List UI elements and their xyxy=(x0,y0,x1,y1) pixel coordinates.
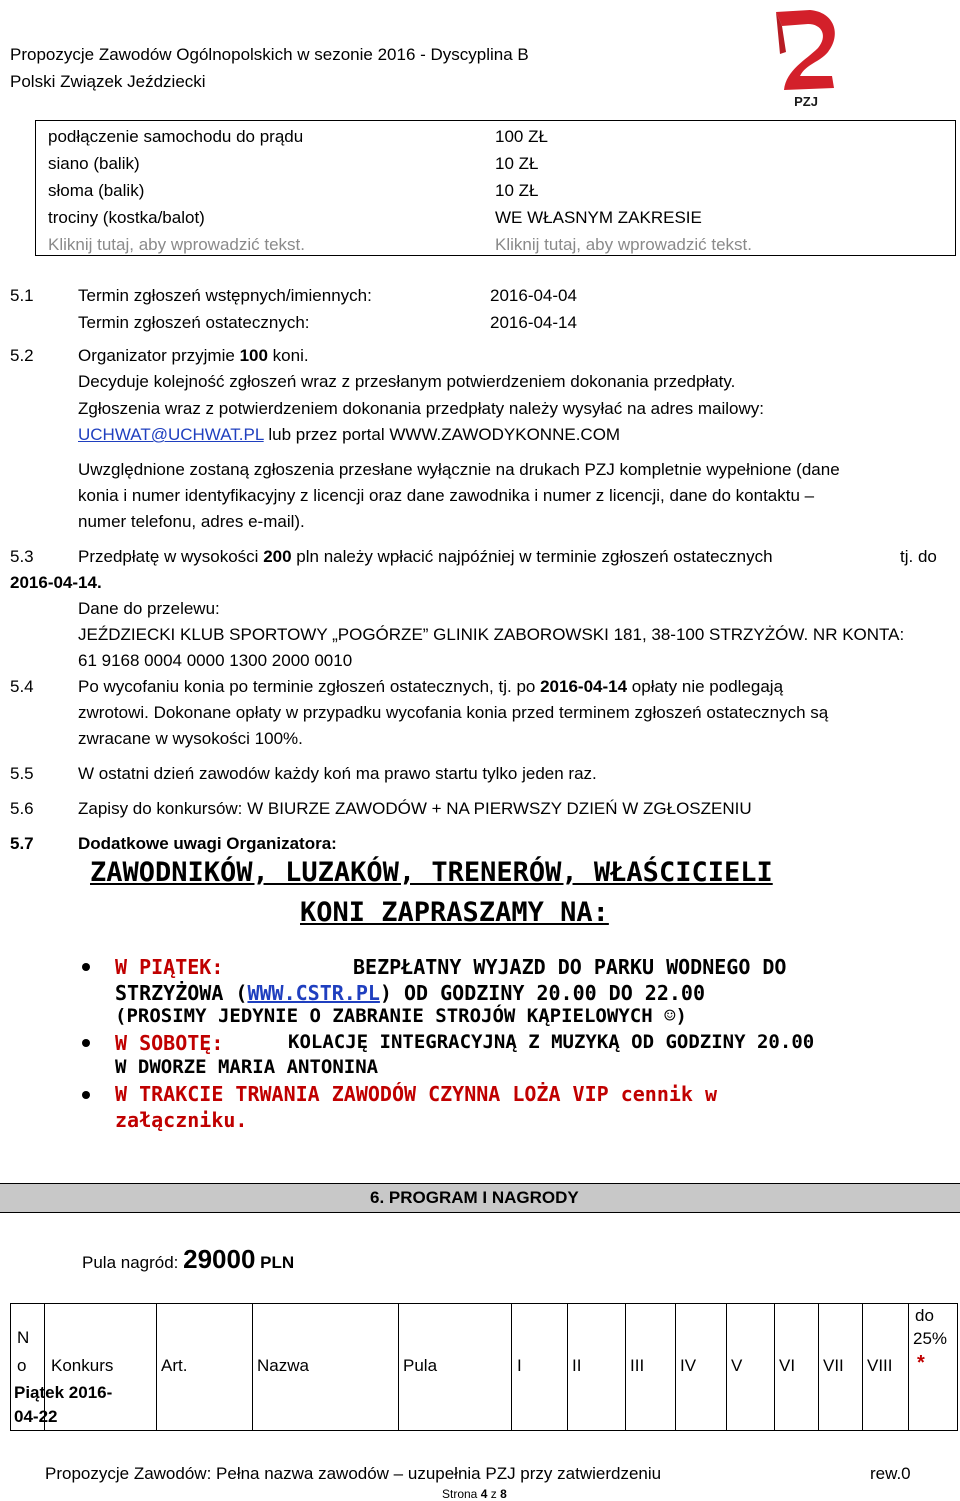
footer-revision: rew.0 xyxy=(870,1464,911,1483)
footer-text: Propozycje Zawodów: Pełna nazwa zawodów – uzupełnia PZJ przy zatwierdzeniu xyxy=(45,1464,662,1483)
bullet-icon xyxy=(82,1091,90,1099)
prize-pool-value: 29000 xyxy=(183,1244,256,1274)
section-number: 5.6 xyxy=(10,799,34,818)
withdrawal-text: zwracane w wysokości 100%. xyxy=(78,729,303,748)
col-header: III xyxy=(630,1356,645,1375)
page-text: z xyxy=(487,1487,501,1501)
event-description: KOLACJĘ INTEGRACYJNĄ Z MUZYKĄ OD GODZINY 20.00 xyxy=(288,1031,815,1053)
deadline-prelim-date: 2016-04-04 xyxy=(490,286,577,305)
fees-table xyxy=(35,120,956,256)
withdrawal-part: Po wycofaniu konia po terminie zgłoszeń ostatecznych, tj. po xyxy=(78,677,541,696)
horse-limit-text: koni. xyxy=(267,346,309,365)
page-indicator xyxy=(442,1487,507,1501)
col-header: VI xyxy=(779,1356,796,1375)
deadline-final-label: Termin zgłoszeń ostatecznych: xyxy=(78,313,310,332)
col-header: Art. xyxy=(161,1356,188,1375)
col-header: Pula xyxy=(403,1356,438,1375)
cstr-link[interactable]: WWW.CSTR.PL xyxy=(247,981,380,1005)
event-part: STRZYŻOWA ( xyxy=(115,981,248,1005)
horse-limit xyxy=(78,346,309,366)
deadline-final-date: 2016-04-14 xyxy=(490,313,577,332)
prepayment-part: pln należy wpłacić najpóźniej w terminie zgłoszeń ostatecznych xyxy=(291,547,773,566)
entry-instructions: Zgłoszenia wraz z potwierdzeniem dokonania przedpłaty należy wysyłać na adres mailowy: xyxy=(78,399,764,418)
withdrawal-text: zwrotowi. Dokonane opłaty w przypadku wycofania konia przed terminem zgłoszeń ostatecznych są xyxy=(78,703,829,722)
withdrawal-text xyxy=(78,677,783,697)
section-number: 5.1 xyxy=(10,286,34,305)
fee-price: WE WŁASNYM ZAKRESIE xyxy=(495,208,702,227)
fee-label: siano (balik) xyxy=(48,154,140,173)
fee-price: 10 ZŁ xyxy=(495,154,539,173)
col-header: IV xyxy=(680,1356,697,1375)
col-header-discount: 25% xyxy=(913,1329,948,1348)
col-header: V xyxy=(731,1356,743,1375)
withdrawal-date: 2016-04-14 xyxy=(540,677,628,696)
horse-limit-text: Organizator przyjmie xyxy=(78,346,240,365)
col-header: Nazwa xyxy=(257,1356,309,1375)
entry-conditions: Uwzględnione zostaną zgłoszenia przesłane wyłącznie na drukach PZJ kompletnie wypełnione (dane xyxy=(78,460,840,479)
prepayment-amount: 200 xyxy=(263,547,292,566)
entry-order-text: Decyduje kolejność zgłoszeń wraz z przesłanym potwierdzeniem dokonania przedpłaty. xyxy=(78,372,736,391)
col-header-no: o xyxy=(17,1356,27,1375)
program-title: 6. PROGRAM I NAGRODY xyxy=(370,1188,579,1207)
asterisk: * xyxy=(917,1352,925,1374)
section-number: 5.4 xyxy=(10,677,34,696)
account-number: 61 9168 0004 0000 1300 2000 0010 xyxy=(78,651,353,670)
event-day-label: W PIĄTEK: xyxy=(115,955,224,979)
invitation-banner: KONI ZAPRASZAMY NA: xyxy=(300,897,609,928)
prize-pool-unit: PLN xyxy=(255,1253,295,1272)
prepayment-until: tj. do xyxy=(900,547,937,566)
col-header: VIII xyxy=(867,1356,893,1375)
extra-notes-title: Dodatkowe uwagi Organizatora: xyxy=(78,834,337,853)
col-header-no: N xyxy=(17,1328,30,1347)
bullet-icon xyxy=(82,1039,90,1047)
invitation-banner: ZAWODNIKÓW, LUZAKÓW, TRENERÓW, WŁAŚCICIELI xyxy=(90,857,773,888)
fee-price: 10 ZŁ xyxy=(495,181,539,200)
page-total: 8 xyxy=(500,1487,507,1501)
col-header: Konkurs xyxy=(51,1356,114,1375)
prize-pool-label: Pula nagród: xyxy=(82,1253,184,1272)
page-text: Strona xyxy=(442,1487,481,1501)
entry-conditions: konia i numer identyfikacyjny z licencji oraz dane zawodnika i numer z licencji, dane do kontaktu – xyxy=(78,486,815,505)
fees-prices xyxy=(495,123,752,258)
vip-lounge-note: załączniku. xyxy=(115,1108,248,1132)
prepayment-part: Przedpłatę w wysokości xyxy=(78,547,264,566)
col-header-discount: do xyxy=(915,1306,934,1325)
fee-label: trociny (kostka/balot) xyxy=(48,208,205,227)
placeholder-text[interactable]: Kliknij tutaj, aby wprowadzić tekst. xyxy=(495,235,752,254)
program-table xyxy=(10,1303,958,1431)
withdrawal-part: opłaty nie podlegają xyxy=(627,677,784,696)
vip-lounge-note: W TRAKCIE TRWANIA ZAWODÓW CZYNNA LOŻA VIP cennik w xyxy=(115,1082,718,1106)
horse-limit-value: 100 xyxy=(239,346,268,365)
entry-contact xyxy=(78,425,620,445)
registration-info: Zapisy do konkursów: W BIURZE ZAWODÓW + NA PIERWSZY DZIEŃ W ZGŁOSZENIU xyxy=(78,799,752,818)
event-part: ) OD GODZINY 20.00 DO 22.00 xyxy=(379,981,706,1005)
section-number: 5.5 xyxy=(10,764,34,783)
bullet-icon xyxy=(82,963,90,971)
section-number: 5.2 xyxy=(10,346,34,365)
prepayment-date: 2016-04-14. xyxy=(10,573,102,592)
header-subtitle: Polski Związek Jeździecki xyxy=(10,72,206,91)
section-number: 5.7 xyxy=(10,834,34,853)
start-rule: W ostatni dzień zawodów każdy koń ma prawo startu tylko jeden raz. xyxy=(78,764,597,783)
prize-pool xyxy=(82,1244,294,1275)
transfer-recipient: JEŹDZIECKI KLUB SPORTOWY „POGÓRZE” GLINIK ZABOROWSKI 181, 38-100 STRZYŻÓW. NR KONTA: xyxy=(78,625,905,644)
portal-text: lub przez portal WWW.ZAWODYKONNE.COM xyxy=(263,425,621,444)
event-day-label: W SOBOTĘ: xyxy=(115,1031,224,1055)
fees-labels xyxy=(48,123,305,258)
transfer-heading: Dane do przelewu: xyxy=(78,599,220,618)
event-description: W DWORZE MARIA ANTONINA xyxy=(115,1056,379,1078)
deadline-prelim-label: Termin zgłoszeń wstępnych/imiennych: xyxy=(78,286,372,305)
fee-label: podłączenie samochodu do prądu xyxy=(48,127,304,146)
page-number: 4 xyxy=(480,1487,488,1501)
event-note: (PROSIMY JEDYNIE O ZABRANIE STROJÓW KĄPIELOWYCH ☺) xyxy=(115,1005,687,1027)
event-description: BEZPŁATNY WYJAZD DO PARKU WODNEGO DO xyxy=(353,955,787,979)
header-title: Propozycje Zawodów Ogólnopolskich w sezonie 2016 - Dyscyplina B xyxy=(10,45,529,64)
col-header: I xyxy=(517,1356,522,1375)
fee-price: 100 ZŁ xyxy=(495,127,548,146)
email-link[interactable]: UCHWAT@UCHWAT.PL xyxy=(78,425,264,444)
col-header: VII xyxy=(823,1356,844,1375)
pzj-logo xyxy=(762,4,852,110)
program-day: Piątek 2016- xyxy=(14,1383,113,1402)
col-header: II xyxy=(572,1356,582,1375)
fee-label: słoma (balik) xyxy=(48,181,145,200)
event-description xyxy=(115,981,705,1005)
prepayment-text xyxy=(78,547,773,567)
section-number: 5.3 xyxy=(10,547,34,566)
placeholder-text[interactable]: Kliknij tutaj, aby wprowadzić tekst. xyxy=(48,235,305,254)
program-day: 04-22 xyxy=(14,1407,58,1426)
logo-text: PZJ xyxy=(794,94,818,109)
entry-conditions: numer telefonu, adres e-mail). xyxy=(78,512,305,531)
